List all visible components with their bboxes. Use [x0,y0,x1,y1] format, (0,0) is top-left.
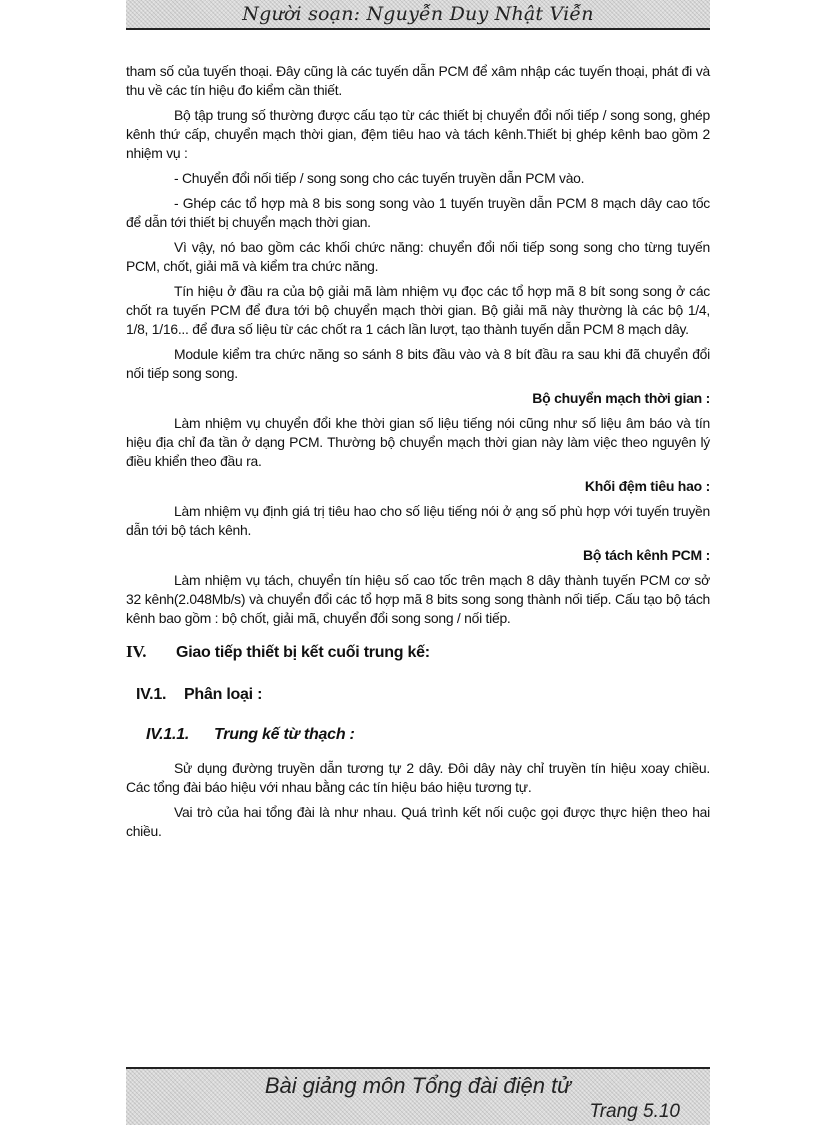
page-number: Trang 5.10 [589,1101,680,1122]
section-heading-iv-1 [136,685,710,705]
header-author: Người soạn: Nguyễn Duy Nhật Viễn [242,3,594,25]
section-number: IV.1.1. [146,726,190,743]
paragraph: Làm nhiệm vụ chuyển đổi khe thời gian số liệu tiếng nói cũng như số liệu âm báo và tín hiệu địa chỉ đa tần ở dạng PCM. Thường bộ chuyển mạch thời gian này làm việc theo nguyên lý điều khiển theo đầu ra. [126,415,710,469]
document-body [126,62,710,847]
paragraph: Sử dụng đường truyền dẫn tương tự 2 dây. Đôi dây này chỉ truyền tín hiệu xoay chiều. Các tổng đài báo hiệu với nhau bằng các tín hiệu báo hiệu tương tự. [126,760,710,795]
section-title: Phân loại : [184,686,263,703]
section-heading-iv [126,642,710,663]
section-heading-iv-1-1 [146,725,710,745]
paragraph: Vì vậy, nó bao gồm các khối chức năng: chuyển đổi nối tiếp song song cho từng tuyến PCM, chốt, giải mã và kiểm tra chức năng. [126,239,710,274]
paragraph: Làm nhiệm vụ định giá trị tiêu hao cho số liệu tiếng nói ở ạng số phù hợp với tuyến truyền dẫn tới bộ tách kênh. [126,503,710,538]
list-item: - Ghép các tổ hợp mà 8 bis song song vào 1 tuyến truyền dẫn PCM 8 mạch dây cao tốc để dẫn tới thiết bị chuyển mạch thời gian. [126,195,710,230]
section-title: Giao tiếp thiết bị kết cuối trung kế: [176,644,430,661]
paragraph: Làm nhiệm vụ tách, chuyển tín hiệu số cao tốc trên mạch 8 dây thành tuyến PCM cơ sở 32 kênh(2.048Mb/s) và chuyển đổi các tổ hợp mã 8 bits song song thành nối tiếp. Cấu tạo bộ tách kênh bao gồm : bộ chốt, giải mã, chuyển đổi song song / nối tiếp. [126,572,710,626]
section-number: IV. [126,642,147,661]
paragraph: Module kiểm tra chức năng so sánh 8 bits đầu vào và 8 bít đầu ra sau khi đã chuyển đổi nối tiếp song song. [126,346,710,381]
subheading-buffer: Khối đệm tiêu hao : [584,478,710,494]
section-title: Trung kế từ thạch : [214,726,355,743]
page-header [126,0,710,30]
paragraph: Vai trò của hai tổng đài là như nhau. Quá trình kết nối cuộc gọi được thực hiện theo hai chiều. [126,804,710,839]
page-footer [126,1067,710,1125]
paragraph: Bộ tập trung số thường được cấu tạo từ các thiết bị chuyển đổi nối tiếp / song song, ghép kênh thứ cấp, chuyển mạch thời gian, đệm tiêu hao và tách kênh.Thiết bị ghép kênh bao gồm 2 nhiệm vụ : [126,107,710,161]
subheading-demux: Bộ tách kênh PCM : [583,547,710,563]
list-item: - Chuyển đổi nối tiếp / song song cho các tuyến truyền dẫn PCM vào. [174,170,585,186]
subheading-time-switch: Bộ chuyển mạch thời gian : [532,390,710,406]
footer-title: Bài giảng môn Tổng đài điện tử [264,1073,572,1098]
section-number: IV.1. [136,686,167,703]
paragraph: Tín hiệu ở đầu ra của bộ giải mã làm nhiệm vụ đọc các tổ hợp mã 8 bít song song ở các chốt ra tuyến PCM để đưa tới bộ chuyển mạch thời gian. Bộ giải mã này thường là các bộ 1/4, 1/8, 1/16... để đưa số liệu từ các chốt ra 1 cách lần lượt, tạo thành tuyến dẫn PCM 8 mạch dây. [126,283,710,337]
paragraph: tham số của tuyến thoại. Đây cũng là các tuyến dẫn PCM để xâm nhập các tuyến thoại, phát đi và thu về các tín hiệu đo kiểm cần thiết. [126,63,710,98]
